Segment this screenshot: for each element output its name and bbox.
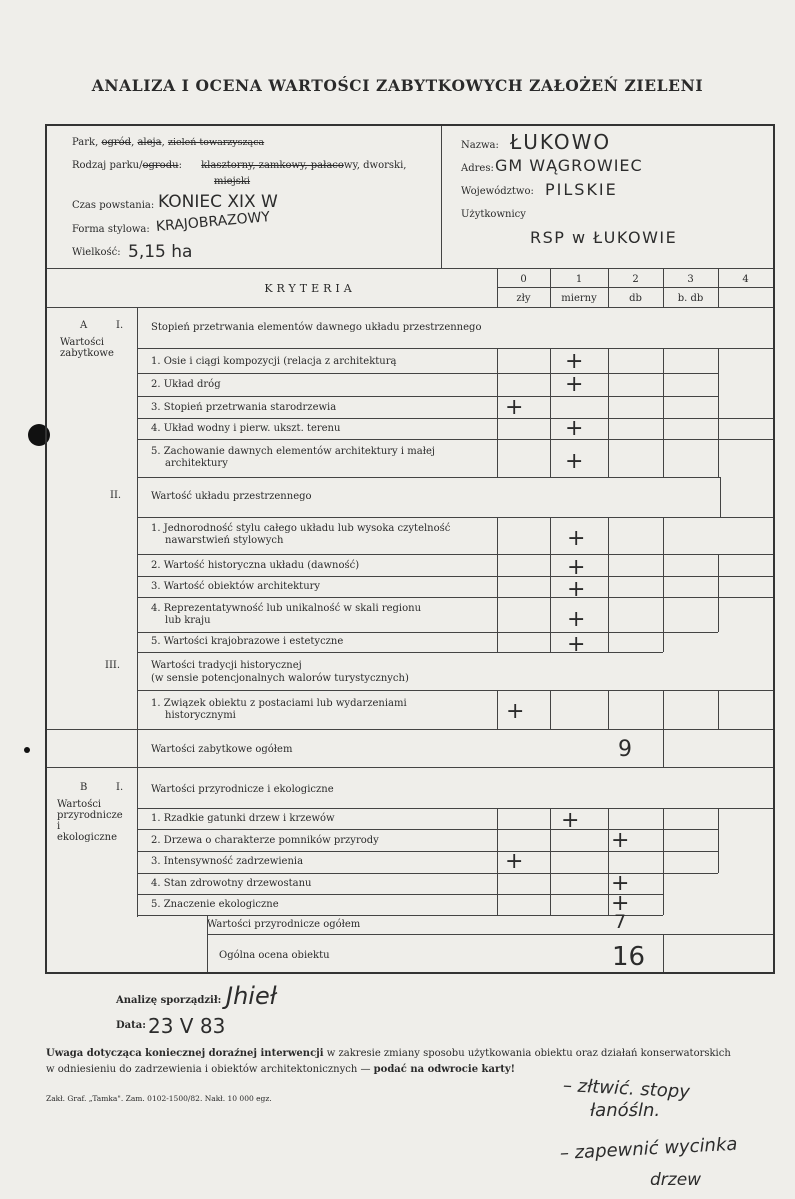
forma-label: Forma stylowa: bbox=[72, 224, 150, 235]
b-item-2: 2. Drzewa o charakterze pomników przyrody bbox=[151, 835, 379, 846]
section-a-bottom bbox=[47, 767, 773, 768]
grid-col bbox=[663, 348, 664, 477]
a-total-label: Wartości zabytkowe ogółem bbox=[151, 744, 293, 755]
mark-a3-1: + bbox=[506, 699, 525, 724]
b-title-bottom bbox=[137, 808, 773, 809]
row-line bbox=[137, 597, 773, 598]
row-line bbox=[137, 576, 773, 577]
a1-item-5: 5. Zachowanie dawnych elementów architektury i małej bbox=[151, 446, 435, 457]
section-a-g2-roman: II. bbox=[110, 490, 122, 501]
grid-col bbox=[497, 348, 498, 477]
grid-col bbox=[497, 808, 498, 915]
czas-label: Czas powstania: bbox=[72, 200, 155, 211]
mark-a2-5: + bbox=[567, 632, 586, 657]
row-line bbox=[137, 439, 773, 440]
b-total-value: 7 bbox=[614, 911, 627, 933]
grid-col bbox=[718, 808, 719, 873]
forma-value: KRAJOBRAZOWY bbox=[155, 209, 271, 235]
mark-b-4: + bbox=[611, 871, 630, 896]
adres-label: Adres: bbox=[461, 163, 494, 174]
czas-value: KONIEC XIX W bbox=[158, 192, 278, 212]
a3-title-bottom bbox=[137, 690, 773, 691]
park-label: Park, ogród, aleja, zieleń towarzysząca bbox=[72, 137, 265, 148]
date-label: Data: bbox=[116, 1020, 146, 1031]
grid-col bbox=[608, 348, 609, 477]
a2-item-1-cont: nawarstwień stylowych bbox=[165, 535, 284, 546]
grid-col bbox=[608, 690, 609, 729]
analysis-label: Analizę sporządził: bbox=[116, 995, 222, 1006]
a2-title-bottom bbox=[137, 517, 773, 518]
grid-col bbox=[663, 808, 664, 915]
group-right-line bbox=[720, 477, 721, 517]
row-line bbox=[137, 554, 773, 555]
mark-a1-2: + bbox=[565, 372, 584, 397]
row-line bbox=[137, 477, 720, 478]
total-col bbox=[663, 729, 664, 767]
hdr-col-line bbox=[550, 268, 551, 307]
criteria-header-bottom bbox=[47, 307, 773, 308]
grid-col bbox=[608, 808, 609, 915]
row-line bbox=[137, 829, 718, 830]
section-b-label: Wartości przyrodnicze i ekologiczne bbox=[57, 799, 123, 843]
mark-a1-4: + bbox=[565, 416, 584, 441]
row-line bbox=[137, 396, 718, 397]
hdr-col-line bbox=[718, 268, 719, 307]
a3-group-title: Wartości tradycji historycznej bbox=[151, 660, 302, 671]
uzytkownicy-value: RSP w ŁUKOWIE bbox=[530, 228, 678, 247]
grid-col bbox=[718, 348, 719, 477]
mark-a2-3: + bbox=[567, 577, 586, 602]
a1-item-5-cont: architektury bbox=[165, 458, 228, 469]
row-line bbox=[137, 418, 773, 419]
grid-col bbox=[718, 554, 719, 632]
row-line bbox=[47, 729, 773, 730]
hdr-col-line bbox=[608, 268, 609, 307]
grade-label-bdb: b. db bbox=[677, 293, 704, 304]
mark-b-1: + bbox=[561, 808, 580, 833]
grid-col bbox=[663, 690, 664, 729]
b-item-4: 4. Stan zdrowotny drzewostanu bbox=[151, 878, 312, 889]
b-total-left bbox=[207, 915, 208, 972]
mark-b-5: + bbox=[611, 891, 630, 916]
punch-hole-small bbox=[24, 747, 30, 753]
date-value: 23 V 83 bbox=[148, 1014, 226, 1038]
a1-item-1: 1. Osie i ciągi kompozycji (relacja z architekturą bbox=[151, 356, 397, 367]
nazwa-value: ŁUKOWO bbox=[510, 130, 612, 154]
section-a-letter: A bbox=[80, 320, 88, 331]
uzytkownicy-label: Użytkownicy bbox=[461, 209, 526, 220]
hdr-col-line bbox=[663, 268, 664, 307]
b-item-3: 3. Intensywność zadrzewienia bbox=[151, 856, 304, 867]
section-b-roman: I. bbox=[116, 782, 124, 793]
b-total-bottom bbox=[207, 934, 773, 935]
grade-label-mierny: mierny bbox=[561, 293, 597, 304]
b-total-label: Wartości przyrodnicze ogółem bbox=[207, 919, 361, 930]
mark-b-2: + bbox=[611, 828, 630, 853]
a2-item-4-cont: lub kraju bbox=[165, 615, 211, 626]
handwritten-note-3: – zapewnić wycinka bbox=[559, 1133, 738, 1164]
criteria-subheader-line bbox=[497, 287, 773, 288]
a3-item-1-cont: historycznymi bbox=[165, 710, 236, 721]
nazwa-label: Nazwa: bbox=[461, 140, 499, 151]
mark-b-3: + bbox=[505, 849, 524, 874]
mark-a2-2: + bbox=[567, 555, 586, 580]
mark-a2-4: + bbox=[567, 607, 586, 632]
rodzaj-line2: miejski bbox=[214, 176, 251, 187]
a1-title-bottom bbox=[137, 348, 773, 349]
overall-value: 16 bbox=[612, 942, 646, 972]
grade-num-3: 3 bbox=[687, 274, 694, 285]
a1-item-4: 4. Układ wodny i pierw. ukszt. terenu bbox=[151, 423, 341, 434]
overall-col bbox=[663, 934, 664, 972]
intervention-note-line2: w odniesieniu do zadrzewienia i obiektów architektonicznych — podać na odwrocie karty! bbox=[46, 1064, 516, 1075]
section-column-line bbox=[137, 307, 138, 767]
rodzaj-label: Rodzaj parku/ogrodu: klasztorny, zamkowy, pałacowy, dworski, bbox=[72, 160, 407, 171]
section-a-g3-roman: III. bbox=[105, 660, 121, 671]
a1-item-2: 2. Układ dróg bbox=[151, 379, 221, 390]
grade-label-zly: zły bbox=[516, 293, 531, 304]
a2-group-title: Wartość układu przestrzennego bbox=[151, 491, 312, 502]
section-b-letter: B bbox=[80, 782, 88, 793]
grade-num-2: 2 bbox=[632, 274, 639, 285]
grid-col bbox=[550, 808, 551, 915]
a1-item-3: 3. Stopień przetrwania starodrzewia bbox=[151, 402, 337, 413]
row-line bbox=[137, 373, 718, 374]
b-item-1: 1. Rzadkie gatunki drzew i krzewów bbox=[151, 813, 335, 824]
adres-value: GM WĄGROWIEC bbox=[495, 156, 643, 175]
grid-col bbox=[718, 690, 719, 729]
a3-group-subtitle: (w sensie potencjonalnych walorów turystycznych) bbox=[151, 673, 409, 684]
mark-a1-1: + bbox=[565, 349, 584, 374]
a1-group-title: Stopień przetrwania elementów dawnego układu przestrzennego bbox=[151, 322, 482, 333]
a3-item-1: 1. Związek obiektu z postaciami lub wydarzeniami bbox=[151, 698, 407, 709]
grid-col bbox=[550, 690, 551, 729]
section-a-roman: I. bbox=[116, 320, 124, 331]
mark-a1-3: + bbox=[505, 395, 524, 420]
row-line bbox=[137, 873, 718, 874]
a2-item-1: 1. Jednorodność stylu całego układu lub wysoka czytelność bbox=[151, 523, 451, 534]
grade-num-4: 4 bbox=[742, 274, 749, 285]
row-line bbox=[137, 915, 663, 916]
grid-col bbox=[550, 517, 551, 652]
grade-label-db: db bbox=[629, 293, 642, 304]
wielkosc-label: Wielkość: bbox=[72, 247, 121, 258]
analysis-signature: Jhieł bbox=[226, 982, 277, 1010]
a2-item-3: 3. Wartość obiektów architektury bbox=[151, 581, 321, 592]
wojewodztwo-value: PILSKIE bbox=[545, 180, 618, 199]
a2-item-4: 4. Reprezentatywność lub unikalność w skali regionu bbox=[151, 603, 422, 614]
grid-col bbox=[663, 517, 664, 652]
grid-col bbox=[550, 348, 551, 477]
section-a-label: Wartości zabytkowe bbox=[60, 337, 114, 359]
overall-label: Ogólna ocena obiektu bbox=[219, 950, 330, 961]
kryteria-label: KRYTERIA bbox=[264, 282, 356, 295]
handwritten-note-2: łanóśln. bbox=[590, 1100, 661, 1121]
grid-col bbox=[497, 517, 498, 652]
a2-item-2: 2. Wartość historyczna układu (dawność) bbox=[151, 560, 360, 571]
row-line bbox=[137, 851, 718, 852]
grade-num-0: 0 bbox=[520, 274, 527, 285]
wielkosc-value: 5,15 ha bbox=[128, 242, 193, 262]
handwritten-note-4: drzew bbox=[650, 1170, 702, 1190]
b-item-5: 5. Znaczenie ekologiczne bbox=[151, 899, 279, 910]
intervention-note-line1: Uwaga dotycząca koniecznej doraźnej interwencji w zakresie zmiany sposobu użytkowania obiektu oraz działań konserwatorskich bbox=[46, 1048, 731, 1059]
mark-a1-5: + bbox=[565, 449, 584, 474]
mark-a2-1: + bbox=[567, 526, 586, 551]
wojewodztwo-label: Województwo: bbox=[461, 186, 534, 197]
hdr-col-line bbox=[497, 268, 498, 307]
row-line bbox=[137, 632, 718, 633]
print-info: Zakł. Graf. „Tamka". Zam. 0102-1500/82. Nakł. 10 000 egz. bbox=[46, 1094, 272, 1103]
grid-col bbox=[608, 517, 609, 652]
handwritten-note-1: – złtwić. stopy bbox=[562, 1075, 691, 1103]
page-title: ANALIZA I OCENA WARTOŚCI ZABYTKOWYCH ZAŁOŻEŃ ZIELENI bbox=[91, 76, 704, 95]
grade-num-1: 1 bbox=[575, 274, 583, 285]
row-line bbox=[137, 894, 663, 895]
b-group-title: Wartości przyrodnicze i ekologiczne bbox=[151, 784, 334, 795]
grid-col bbox=[497, 690, 498, 729]
a2-item-5: 5. Wartości krajobrazowe i estetyczne bbox=[151, 636, 344, 647]
header-divider bbox=[441, 126, 442, 268]
a-total-value: 9 bbox=[618, 737, 632, 762]
header-bottom-line bbox=[47, 268, 773, 269]
